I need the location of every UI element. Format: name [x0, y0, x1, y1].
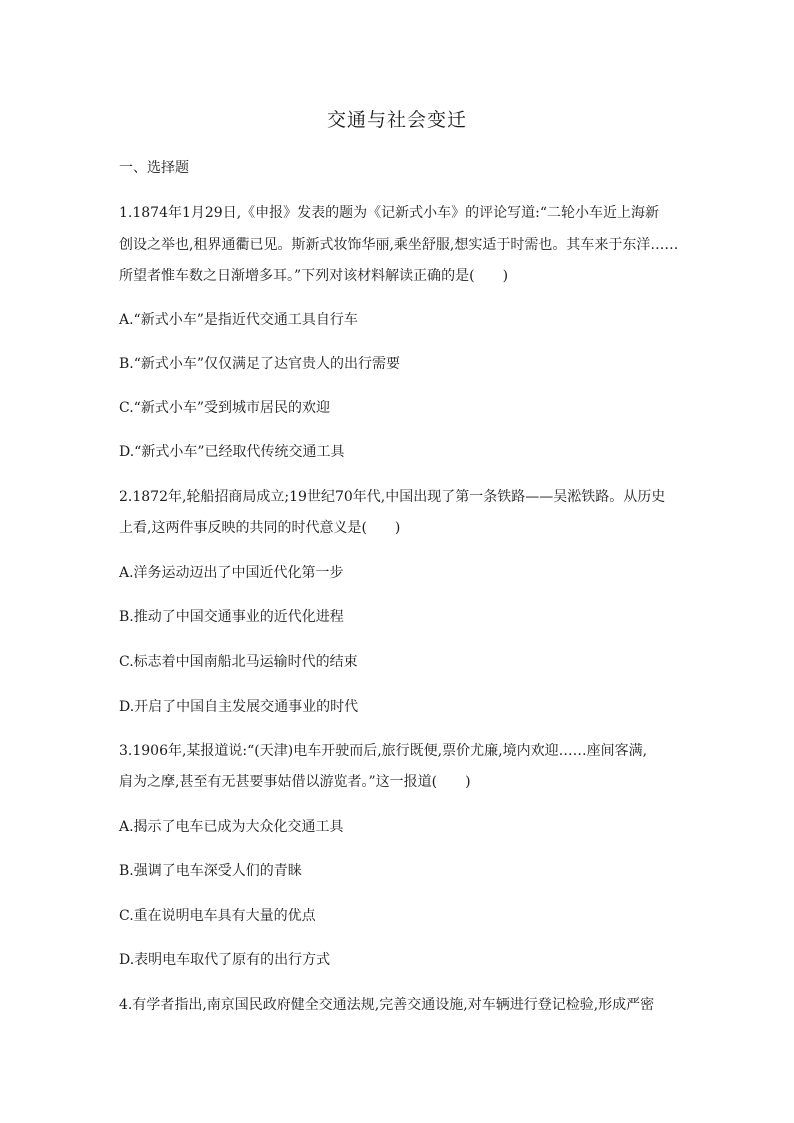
question-3-option-b: B.强调了电车深受人们的青睐 — [119, 863, 302, 879]
question-3-option-c: C.重在说明电车具有大量的优点 — [119, 908, 316, 924]
document-title: 交通与社会变迁 — [326, 109, 467, 131]
question-2-stem-line-2: 上看,这两件事反映的共同的时代意义是( ) — [119, 520, 401, 536]
question-3-option-a: A.揭示了电车已成为大众化交通工具 — [119, 819, 344, 835]
question-3-option-d: D.表明电车取代了原有的出行方式 — [119, 952, 331, 968]
question-1-stem-line-3: 所望者惟车数之日渐增多耳。”下列对该材料解读正确的是( ) — [119, 268, 509, 284]
question-3-stem-line-2: 肩为之摩,甚至有无甚要事姑借以游览者。”这一报道( ) — [119, 774, 471, 790]
question-4-stem-line-1: 4.有学者指出,南京国民政府健全交通法规,完善交通设施,对车辆进行登记检验,形成严密 — [119, 997, 655, 1013]
section-heading: 一、选择题 — [119, 160, 189, 176]
question-2-stem-line-1: 2.1872年,轮船招商局成立;19世纪70年代,中国出现了第一条铁路——吴淞铁路。从历史 — [119, 489, 666, 505]
question-2-option-a: A.洋务运动迈出了中国近代化第一步 — [119, 565, 344, 581]
question-2-option-b: B.推动了中国交通事业的近代化进程 — [119, 609, 344, 625]
question-1-stem-line-1: 1.1874年1月29日,《申报》发表的题为《记新式小车》的评论写道:“二轮小车近上海新 — [119, 205, 660, 221]
question-3-stem-line-1: 3.1906年,某报道说:“(天津)电车开驶而后,旅行既便,票价尤廉,境内欢迎……座间客满, — [119, 743, 648, 759]
question-2-option-d: D.开启了中国自主发展交通事业的时代 — [119, 699, 359, 715]
question-1-option-a: A.“新式小车”是指近代交通工具自行车 — [119, 312, 358, 328]
question-1-option-c: C.“新式小车”受到城市居民的欢迎 — [119, 400, 330, 416]
question-2-option-c: C.标志着中国南船北马运输时代的结束 — [119, 654, 358, 670]
question-1-stem-line-2: 创设之举也,租界通衢已见。斯新式妆饰华丽,乘坐舒服,想实适于时需也。其车来于东洋…… — [119, 237, 679, 253]
question-1-option-d: D.“新式小车”已经取代传统交通工具 — [119, 444, 345, 460]
question-1-option-b: B.“新式小车”仅仅满足了达官贵人的出行需要 — [119, 356, 401, 372]
